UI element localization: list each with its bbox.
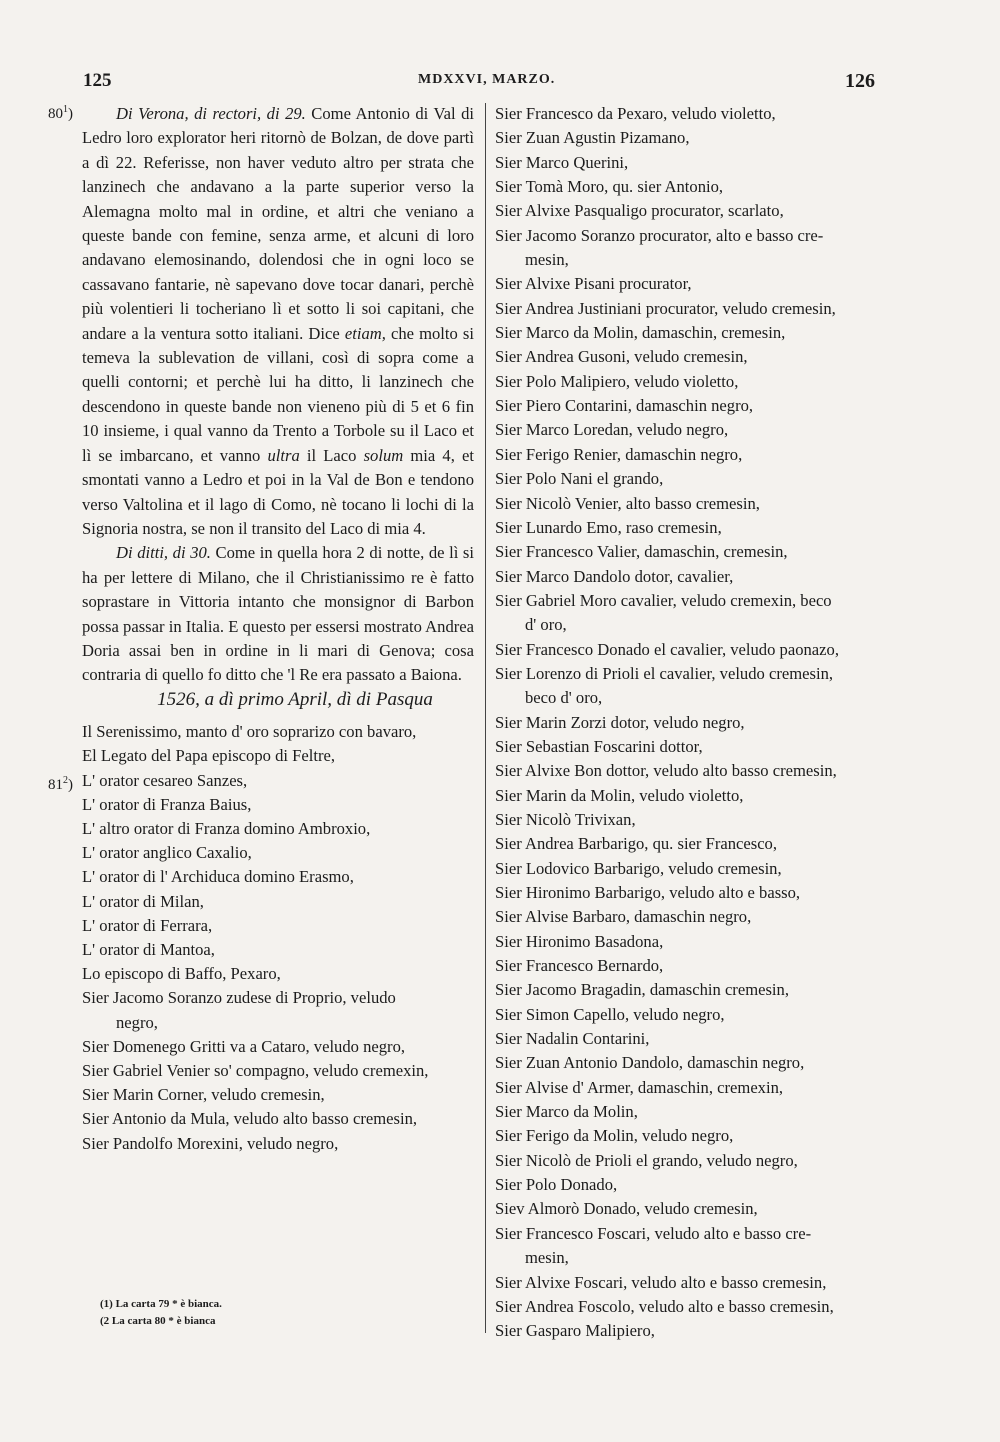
list-item: Sier Jacomo Bragadin, damaschin cremesin, (495, 980, 789, 1000)
list-item: Sier Francesco Foscari, veludo alto e basso cre- (495, 1223, 812, 1243)
list-item: L' orator cesareo Sanzes, (82, 770, 248, 790)
list-item: Sier Alvixe Pasqualigo procurator, scarlato, (495, 201, 784, 221)
list-item-continuation: beco d' oro, (525, 688, 603, 708)
list-item: Sier Pandolfo Morexini, veludo negro, (82, 1133, 339, 1153)
entry-heading: Di ditti, di 30. (116, 543, 211, 563)
list-item: Sier Jacomo Soranzo procurator, alto e basso cre- (495, 225, 824, 245)
list-item: Sier Ferigo da Molin, veludo negro, (495, 1126, 734, 1146)
list-item: L' orator di l' Archiduca domino Erasmo, (82, 867, 354, 887)
list-item-continuation: negro, (116, 1012, 158, 1032)
list-item: Sier Polo Malipiero, veludo violetto, (495, 371, 739, 391)
margin-note-81: $81^2$) (48, 775, 73, 793)
list-item: Sier Francesco Bernardo, (495, 956, 664, 976)
list-item: Sier Francesco da Pexaro, veludo violetto, (495, 104, 776, 123)
list-item: Sier Lorenzo di Prioli el cavalier, veludo cremesin, (495, 663, 834, 683)
list-item: Sier Marco da Molin, (495, 1102, 638, 1122)
list-item: Sier Marin Zorzi dotor, veludo negro, (495, 712, 745, 732)
left-column (82, 102, 474, 1156)
list-item: Sier Francesco Valier, damaschin, cremesin, (495, 542, 788, 562)
running-title: MDXXVI, MARZO. (418, 72, 556, 87)
list-item: Sier Alvise d' Armer, damaschin, cremexin, (495, 1077, 784, 1097)
section-heading: 1526, a dì primo April, dì di Pasqua (157, 688, 433, 710)
list-item: Sier Domenego Gritti va a Cataro, veludo negro, (82, 1036, 406, 1056)
list-item-continuation: mesin, (525, 250, 569, 270)
list-item: L' orator di Mantoa, (82, 939, 215, 959)
list-item: Sier Marco Loredan, veludo negro, (495, 420, 729, 440)
list-item: Sier Alvixe Bon dottor, veludo alto basso cremesin, (495, 761, 837, 781)
list-item: L' orator di Milan, (82, 891, 204, 911)
list-item: Sier Gabriel Moro cavalier, veludo cremexin, beco (495, 590, 832, 610)
list-item: Sier Zuan Agustin Pizamano, (495, 128, 690, 148)
list-item: Sier Nicolò Venier, alto basso cremesin, (495, 493, 760, 513)
list-item: Sier Hironimo Barbarigo, veludo alto e basso, (495, 883, 801, 902)
entry-heading: Di Verona, di rectori, di 29. (116, 104, 306, 123)
footnotes (100, 1296, 222, 1330)
list-item: Sier Antonio da Mula, veludo alto basso cremesin, (82, 1109, 418, 1129)
right-column (495, 102, 880, 1344)
list-item: L' orator di Franza Baius, (82, 794, 252, 814)
list-item: Sier Ferigo Renier, damaschin negro, (495, 444, 743, 464)
list-item: Sier Tomà Moro, qu. sier Antonio, (495, 177, 724, 197)
list-item: Sier Polo Nani el grando, (495, 469, 664, 489)
list-item: Sier Andrea Barbarigo, qu. sier Francesco, (495, 834, 778, 854)
entry-verona-29: Di Verona, di rectori, di 29. Come Antonio di Val di Ledro loro explorator heri ritornò de Bolzan, de dove partì a dì 22. Referisse, non haver veduto altro per strata che lanzinech che andavano a la parte superior verso la Alemagna molto mal in ordine, et altri che veniano a queste bande con femine, senza arme, et alcuni di loro andavano elemosinando, dolendosi che in ogni loco se cassavano fantarie, nè sapevano dove tocar danari, perchè più volentieri li tocheriano lì et sotto li soi capitani, che andare a la ventura sotto italiani. Dice etiam, che molto si temeva la sublevation de villani, così di sopra come a quelli contorni; et perchè lui ha ditto, li lanzinech che descendono in queste bande non vieneno più di 5 et 6 fin 10 insieme, i qual vanno da Trento a Torbole su il Laco et lì se imbarcano, et vanno ultra il Laco solum mia 4, et smontati vanno a Ledro et poi in la Val de Bon e tendono verso Valtolina et il lago di Como, nè tocano li lochi di la Signoria nostra, se non il transito del Laco di mia 4. (82, 104, 474, 538)
margin-note-80: $80^1$) (48, 104, 73, 122)
list-item: L' orator anglico Caxalio, (82, 843, 252, 863)
list-item: Sier Marco da Molin, damaschin, cremesin, (495, 323, 786, 343)
list-item: Sier Sebastian Foscarini dottor, (495, 736, 703, 756)
list-item: Sier Andrea Foscolo, veludo alto e basso cremesin, (495, 1296, 834, 1316)
page-number-right: 126 (845, 70, 875, 92)
list-item: L' orator di Ferrara, (82, 915, 213, 935)
list-item: Sier Piero Contarini, damaschin negro, (495, 396, 754, 416)
list-item: L' altro orator di Franza domino Ambroxio, (82, 818, 371, 838)
list-item: Sier Lunardo Emo, raso cremesin, (495, 517, 722, 537)
list-item: El Legato del Papa episcopo di Feltre, (82, 746, 335, 766)
list-item: Sier Zuan Antonio Dandolo, damaschin negro, (495, 1053, 805, 1073)
list-item: Sier Alvise Barbaro, damaschin negro, (495, 907, 752, 927)
list-item: Sier Marin da Molin, veludo violetto, (495, 785, 744, 805)
procession-list-left (82, 720, 474, 1156)
list-item: Sier Marco Querini, (495, 152, 629, 172)
list-item: Sier Polo Donado, (495, 1175, 618, 1195)
list-item: Sier Marin Corner, veludo cremesin, (82, 1085, 325, 1105)
list-item: Sier Hironimo Basadona, (495, 931, 664, 951)
list-item: Sier Andrea Justiniani procurator, veludo cremesin, (495, 298, 836, 318)
list-item-continuation: d' oro, (525, 615, 567, 635)
list-item: Sier Jacomo Soranzo zudese di Proprio, veludo (82, 988, 396, 1008)
column-divider (485, 103, 486, 1333)
list-item: Sier Gasparo Malipiero, (495, 1321, 655, 1341)
list-item: Siev Almorò Donado, veludo cremesin, (495, 1199, 758, 1219)
list-item: Il Serenissimo, manto d' oro soprarizo con bavaro, (82, 722, 417, 742)
list-item: Sier Alvixe Pisani procurator, (495, 274, 692, 294)
list-item: Sier Nicolò Trivixan, (495, 809, 636, 829)
list-item: Sier Lodovico Barbarigo, veludo cremesin, (495, 858, 782, 878)
list-item: Sier Alvixe Foscari, veludo alto e basso cremesin, (495, 1272, 827, 1292)
list-item: Sier Francesco Donado el cavalier, veludo paonazo, (495, 639, 839, 659)
footnote: (2 La carta 80 * è bianca (100, 1315, 216, 1327)
list-item: Lo episcopo di Baffo, Pexaro, (82, 964, 281, 984)
list-item: Sier Andrea Gusoni, veludo cremesin, (495, 347, 748, 367)
running-header (0, 70, 1000, 100)
list-item: Sier Marco Dandolo dotor, cavalier, (495, 566, 734, 586)
list-item-continuation: mesin, (525, 1248, 569, 1268)
page-number-left: 125 (83, 70, 112, 91)
list-item: Sier Simon Capello, veludo negro, (495, 1004, 725, 1024)
list-item: Sier Nadalin Contarini, (495, 1029, 650, 1049)
footnote: (1) La carta 79 * è bianca. (100, 1298, 222, 1310)
entry-ditti-30: Di ditti, di 30. Come in quella hora 2 di notte, de lì si ha per lettere di Milano, che il Christianissimo re è fatto soprastare in Vittoria intanto che monsignor di Barbon possa passar in Italia. E questo per essersi mostrato Andrea Doria assai ben in ordine in li mari di Genova; cosa contraria di quello fo ditto che 'l Re era passato a Baiona. (82, 543, 474, 685)
list-item: Sier Nicolò de Prioli el grando, veludo negro, (495, 1150, 798, 1170)
list-item: Sier Gabriel Venier so' compagno, veludo cremexin, (82, 1061, 429, 1080)
